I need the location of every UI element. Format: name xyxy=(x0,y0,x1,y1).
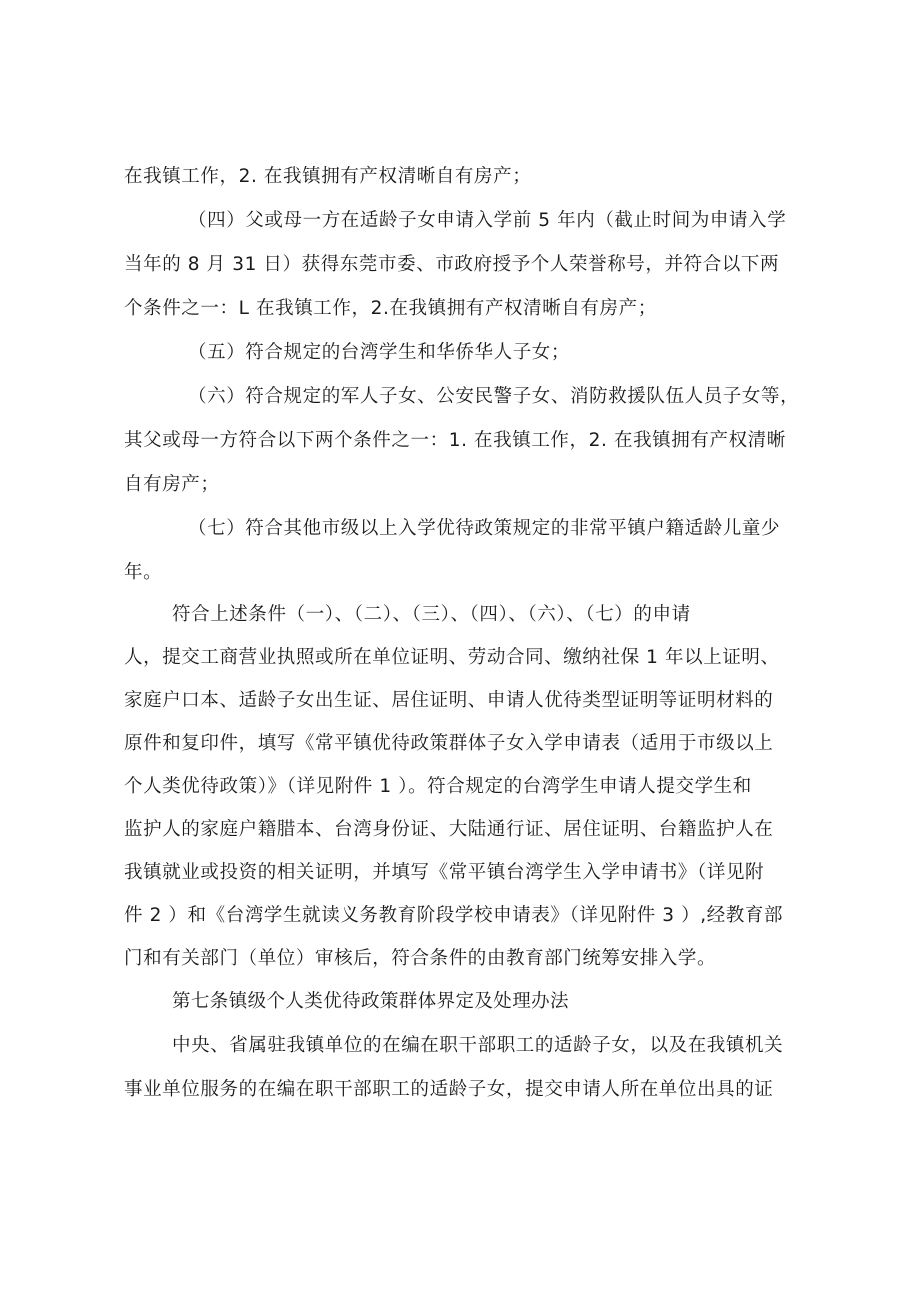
paragraph-4-line-3: 个条件之一：L 在我镇工作，2.在我镇拥有产权清晰自有房产； xyxy=(124,298,657,319)
paragraph-8-line-4: 原件和复印件，填写《常平镇优待政策群体子女入学申请表（适用于市级以上 xyxy=(124,733,774,754)
paragraph-8-line-3: 家庭户口本、适龄子女出生证、居住证明、申请人优待类型证明等证明材料的 xyxy=(124,690,774,711)
paragraph-5-line-1: （五）符合规定的台湾学生和华侨华人子女； xyxy=(188,342,571,363)
paragraph-7-line-1: （七）符合其他市级以上入学优待政策规定的非常平镇户籍适龄儿童少 xyxy=(188,518,781,539)
paragraph-8-line-8: 件 2 ）和《台湾学生就读义务教育阶段学校申请表》（详见附件 3 ）,经教育部 xyxy=(124,905,784,926)
paragraph-6-line-1: （六）符合规定的军人子女、公安民警子女、消防救援队伍人员子女等， xyxy=(188,386,800,407)
paragraph-8-line-1: 符合上述条件（一）、（二）、（三）、（四）、（六）、（七）的申请 xyxy=(172,604,691,625)
paragraph-9-line-1: 中央、省属驻我镇单位的在编在职干部职工的适龄子女，以及在我镇机关 xyxy=(172,1035,784,1056)
paragraph-4-line-1: （四）父或母一方在适龄子女申请入学前 5 年内（截止时间为申请入学 xyxy=(188,210,787,231)
paragraph-6-line-3: 自有房产； xyxy=(124,474,220,495)
paragraph-6-line-2: 其父或母一方符合以下两个条件之一：1. 在我镇工作，2. 在我镇拥有产权清晰 xyxy=(124,430,786,451)
article-7-heading: 第七条镇级个人类优待政策群体界定及处理办法 xyxy=(172,991,569,1012)
paragraph-line-1: 在我镇工作，2. 在我镇拥有产权清晰自有房产； xyxy=(124,166,532,187)
paragraph-8-line-2: 人，提交工商营业执照或所在单位证明、劳动合同、缴纳社保 1 年以上证明、 xyxy=(124,647,780,668)
paragraph-7-line-2: 年。 xyxy=(124,562,163,583)
paragraph-8-line-7: 我镇就业或投资的相关证明，并填写《常平镇台湾学生入学申请书》（详见附 xyxy=(124,862,765,883)
paragraph-8-line-5: 个人类优待政策）》（详见附件 1 ）。符合规定的台湾学生申请人提交学生和 xyxy=(124,776,752,797)
paragraph-8-line-6: 监护人的家庭户籍腊本、台湾身份证、大陆通行证、居住证明、台籍监护人在 xyxy=(124,819,774,840)
paragraph-8-line-9: 门和有关部门（单位）审核后，符合条件的由教育部门统筹安排入学。 xyxy=(124,948,717,969)
paragraph-4-line-2: 当年的 8 月 31 日）获得东莞市委、市政府授予个人荣誉称号，并符合以下两 xyxy=(124,254,780,275)
paragraph-9-line-2: 事业单位服务的在编在职干部职工的适龄子女，提交申请人所在单位出具的证 xyxy=(124,1079,774,1100)
